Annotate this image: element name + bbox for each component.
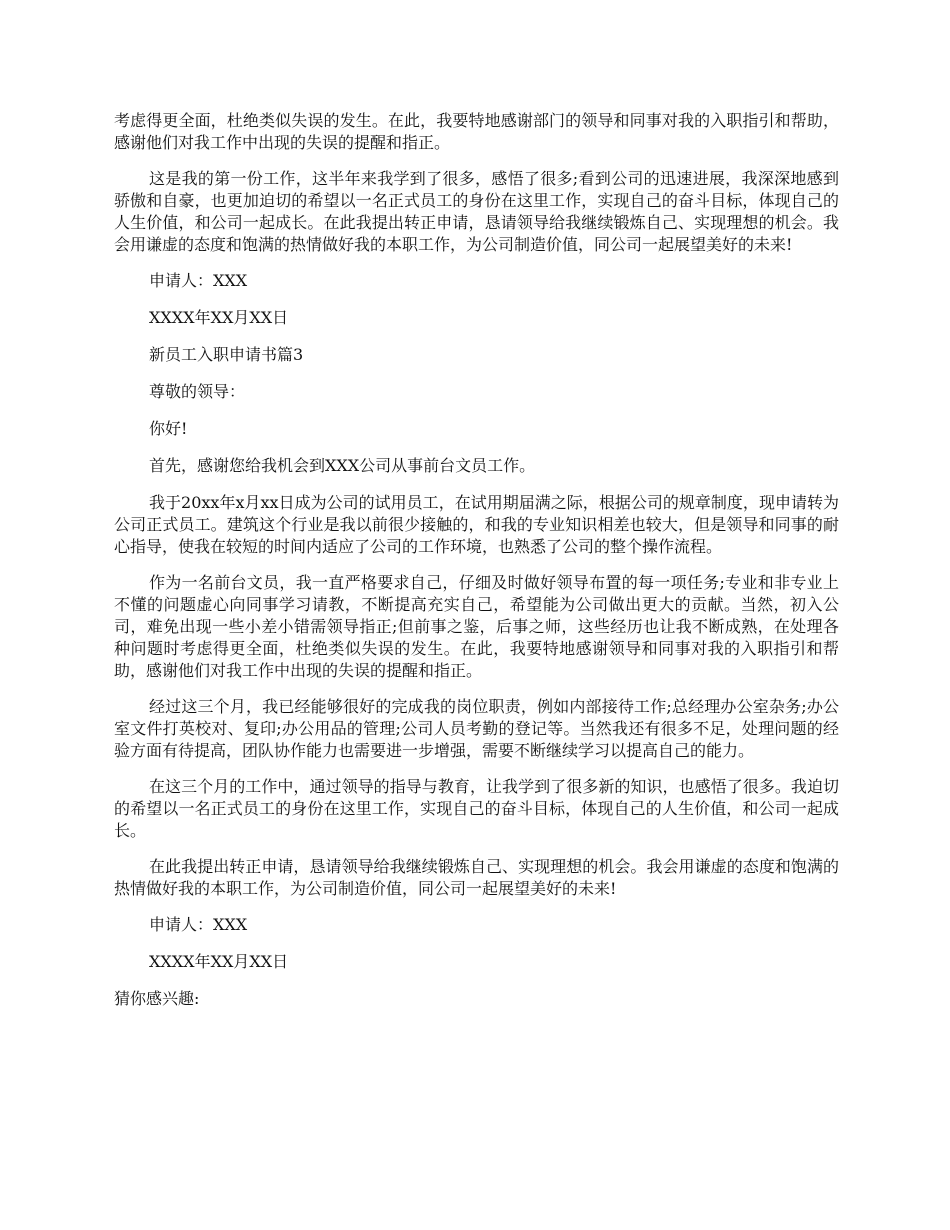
paragraph-learning: 在这三个月的工作中，通过领导的指导与教育，让我学到了很多新的知识，也感悟了很多。我迫切的希望以一名正式员工的身份在这里工作，实现自己的奋斗目标，体现自己的人生价值，和公司一起成长。 xyxy=(114,777,839,840)
related-heading: 猜你感兴趣: xyxy=(114,989,200,1008)
paragraph-continuation: 考虑得更全面，杜绝类似失误的发生。在此，我要特地感谢部门的领导和同事对我的入职指引和帮助，感谢他们对我工作中出现的失误的提醒和指正。 xyxy=(114,111,839,152)
paragraph-thanks: 首先，感谢您给我机会到XXX公司从事前台文员工作。 xyxy=(149,456,536,475)
date-line: XXXX年XX月XX日 xyxy=(149,308,289,327)
date-line-2: XXXX年XX月XX日 xyxy=(149,952,289,971)
greeting: 你好! xyxy=(149,419,188,438)
document-body xyxy=(114,110,839,1025)
paragraph-request: 在此我提出转正申请，恳请领导给我继续锻炼自己、实现理想的机会。我会用谦虚的态度和饱满的热情做好我的本职工作，为公司制造价值，同公司一起展望美好的未来! xyxy=(114,857,839,898)
section-title: 新员工入职申请书篇3 xyxy=(149,345,304,364)
salutation: 尊敬的领导： xyxy=(149,382,246,401)
applicant-line: 申请人：XXX xyxy=(149,271,248,290)
paragraph-trial-period: 我于20xx年x月xx日成为公司的试用员工，在试用期届满之际，根据公司的规章制度，现申请转为公司正式员工。建筑这个行业是我以前很少接触的，和我的专业知识相差也较大，但是领导和同事的耐心指导，使我在较短的时间内适应了公司的工作环境，也熟悉了公司的整个操作流程。 xyxy=(114,493,839,556)
paragraph-first-job: 这是我的第一份工作，这半年来我学到了很多，感悟了很多;看到公司的迅速进展，我深深地感到骄傲和自豪，也更加迫切的希望以一名正式员工的身份在这里工作，实现自己的奋斗目标，体现自己的人生价值，和公司一起成长。在此我提出转正申请，恳请领导给我继续锻炼自己、实现理想的机会。我会用谦虚的态度和饱满的热情做好我的本职工作，为公司制造价值，同公司一起展望美好的未来! xyxy=(114,169,839,254)
paragraph-receptionist: 作为一名前台文员，我一直严格要求自己，仔细及时做好领导布置的每一项任务;专业和非专业上不懂的问题虚心向同事学习请教，不断提高充实自己，希望能为公司做出更大的贡献。当然，初入公司，难免出现一些小差小错需领导指正;但前事之鉴，后事之师，这些经历也让我不断成熟，在处理各种问题时考虑得更全面，杜绝类似失误的发生。在此，我要特地感谢领导和同事对我的入职指引和帮助，感谢他们对我工作中出现的失误的提醒和指正。 xyxy=(114,573,839,680)
applicant-line-2: 申请人：XXX xyxy=(149,915,248,934)
paragraph-three-months: 经过这三个月，我已经能够很好的完成我的岗位职责，例如内部接待工作;总经理办公室杂务;办公室文件打英校对、复印;办公用品的管理;公司人员考勤的登记等。当然我还有很多不足，处理问题的经验方面有待提高，团队协作能力也需要进一步增强，需要不断继续学习以提高自己的能力。 xyxy=(114,697,839,760)
